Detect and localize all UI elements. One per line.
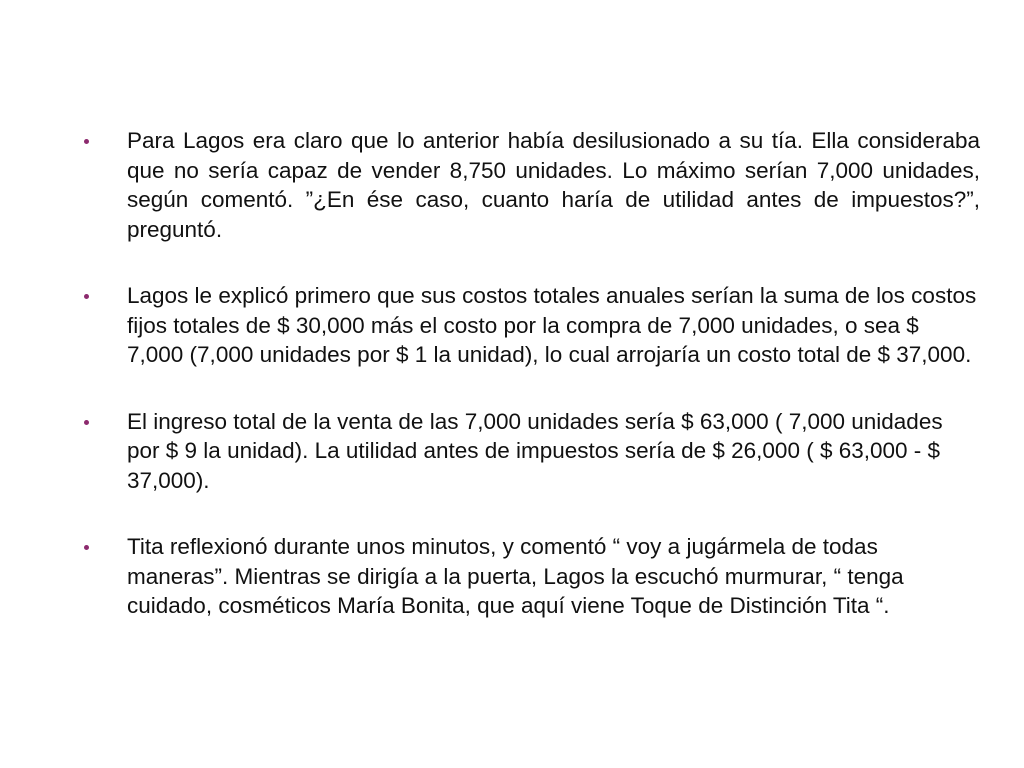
bullet-dot-icon — [84, 420, 89, 425]
bullet-item — [84, 281, 980, 370]
bullet-list — [84, 126, 980, 658]
bullet-dot-icon — [84, 294, 89, 299]
bullet-text: Tita reflexionó durante unos minutos, y comentó “ voy a jugármela de todas maneras”. Mientras se dirigía a la puerta, Lagos la escuchó murmurar, “ tenga cuidado, cosméticos María Bonita, que aquí viene Toque de Distinción Tita “. — [127, 534, 904, 618]
bullet-item — [84, 126, 980, 244]
bullet-text: El ingreso total de la venta de las 7,000 unidades sería $ 63,000 ( 7,000 unidades por $ 9 la unidad). La utilidad antes de impuestos sería de $ 26,000 ( $ 63,000 - $ 37,000). — [127, 408, 943, 493]
bullet-text: Lagos le explicó primero que sus costos totales anuales serían la suma de los costos fijos totales de $ 30,000 más el costo por la compra de 7,000 unidades, o sea $ 7,000 (7,000 unidades por $ 1 la unidad), lo cual arrojaría un costo total de $ 37,000. — [127, 283, 977, 367]
bullet-text: Para Lagos era claro que lo anterior había desilusionado a su tía. Ella consideraba que no sería capaz de vender 8,750 unidades. Lo máximo serían 7,000 unidades, según comentó. ”¿En ése caso, cuanto haría de utilidad antes de impuestos?”, preguntó. — [127, 128, 980, 242]
bullet-dot-icon — [84, 139, 89, 144]
bullet-item — [84, 532, 980, 621]
bullet-dot-icon — [84, 545, 89, 550]
bullet-item — [84, 407, 980, 496]
